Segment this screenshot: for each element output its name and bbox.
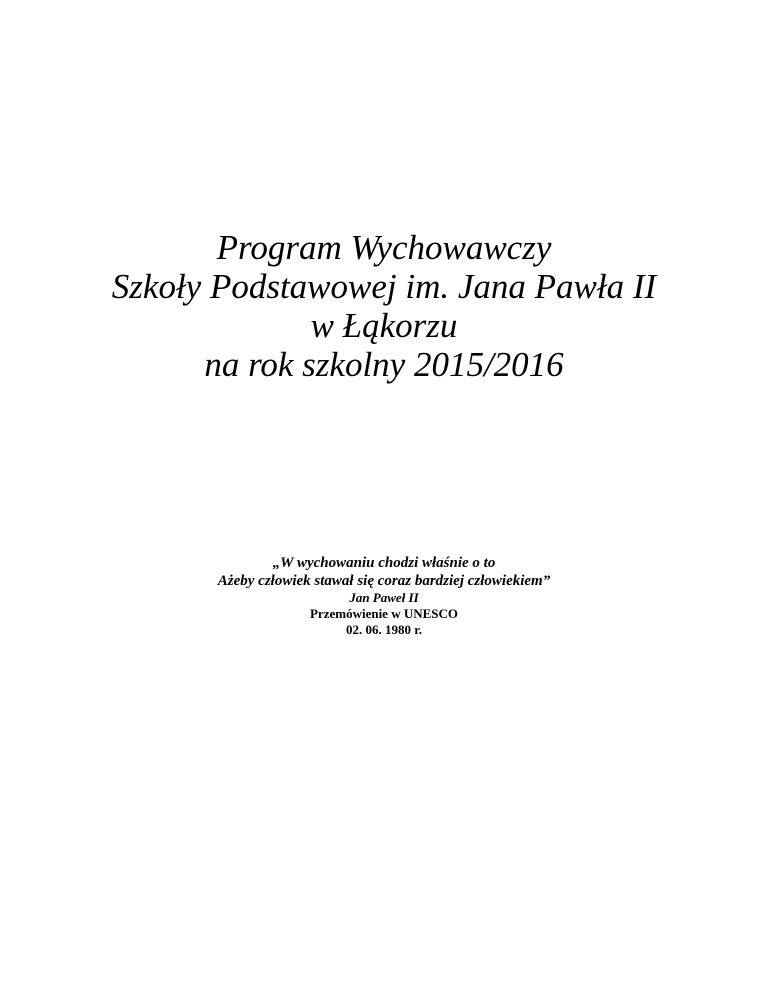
epigraph xyxy=(0,554,768,638)
title-line-2: Szkoły Podstawowej im. Jana Pawła II xyxy=(111,267,657,306)
quote-author: Jan Paweł II xyxy=(349,590,419,605)
title-line-4: na rok szkolny 2015/2016 xyxy=(204,345,564,384)
title-line-1: Program Wychowawczy xyxy=(216,228,552,267)
document-title xyxy=(0,228,768,384)
quote-line-2: Ażeby człowiek stawał się coraz bardziej człowiekiem” xyxy=(217,573,551,589)
quote-date: 02. 06. 1980 r. xyxy=(345,622,423,637)
quote-line-1: „W wychowaniu chodzi właśnie o to xyxy=(272,555,496,571)
quote-source: Przemówienie w UNESCO xyxy=(309,606,459,621)
title-line-3: w Łąkorzu xyxy=(310,306,458,345)
